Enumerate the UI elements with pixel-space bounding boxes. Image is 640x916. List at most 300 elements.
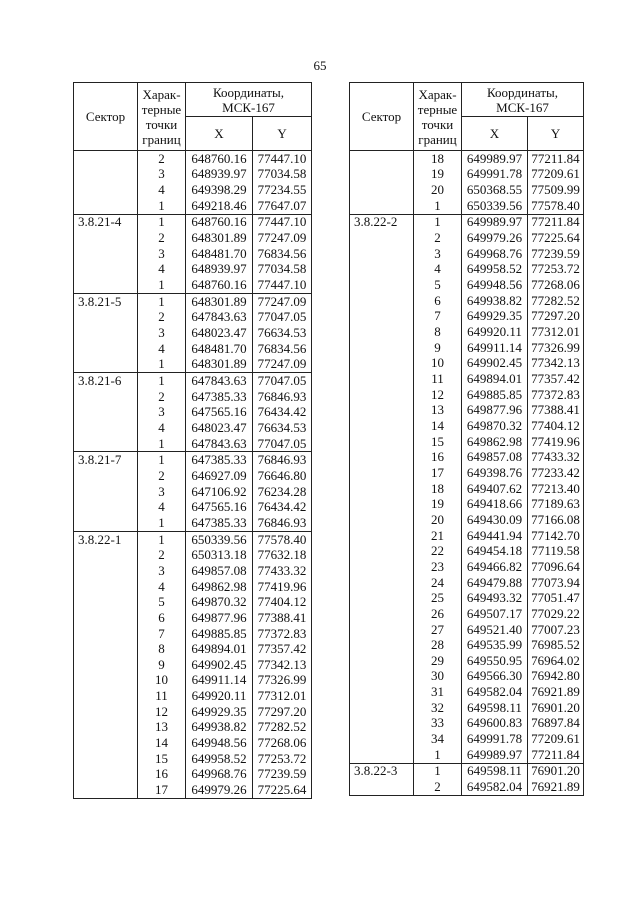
x-cell: 649862.98 (462, 434, 528, 450)
x-cell: 649521.40 (462, 622, 528, 638)
y-cell: 77357.42 (253, 641, 312, 657)
table-row (350, 246, 584, 262)
point-cell: 26 (414, 606, 462, 622)
point-cell: 8 (138, 641, 186, 657)
y-cell: 77282.52 (253, 720, 312, 736)
sector-cell (74, 704, 138, 720)
point-cell: 34 (414, 731, 462, 747)
table-row (74, 151, 312, 167)
point-cell: 1 (138, 436, 186, 452)
sector-cell (74, 325, 138, 341)
sector-cell (350, 198, 414, 214)
header-points-line: терные (417, 101, 458, 117)
point-cell: 3 (138, 484, 186, 500)
table-row (350, 700, 584, 716)
y-cell: 77239.59 (253, 767, 312, 783)
x-cell: 649958.52 (186, 751, 253, 767)
point-cell: 2 (138, 310, 186, 326)
point-cell: 4 (138, 341, 186, 357)
x-cell: 647565.16 (186, 405, 253, 421)
header-points-line: границ (142, 131, 181, 147)
point-cell: 11 (414, 371, 462, 387)
sector-cell (74, 767, 138, 783)
y-cell: 77239.59 (528, 246, 584, 262)
table-row (350, 496, 584, 512)
point-cell: 1 (138, 531, 186, 547)
y-cell: 77404.12 (253, 594, 312, 610)
y-cell: 77007.23 (528, 622, 584, 638)
table-row (74, 688, 312, 704)
x-cell: 649938.82 (186, 720, 253, 736)
y-cell: 77419.96 (253, 579, 312, 595)
point-cell: 19 (414, 496, 462, 512)
table-header (350, 83, 584, 151)
sector-cell (350, 167, 414, 183)
x-cell: 647385.33 (186, 515, 253, 531)
sector-cell (350, 434, 414, 450)
y-cell: 77073.94 (528, 575, 584, 591)
table-row (74, 720, 312, 736)
sector-cell (74, 389, 138, 405)
y-cell: 76434.42 (253, 499, 312, 515)
sector-cell (350, 293, 414, 309)
point-cell: 2 (138, 151, 186, 167)
table-row (74, 610, 312, 626)
x-cell: 648301.89 (186, 293, 253, 309)
point-cell: 1 (138, 357, 186, 373)
sector-cell (350, 418, 414, 434)
x-cell: 649948.56 (462, 277, 528, 293)
header-boundary-points (414, 83, 462, 151)
point-cell: 15 (138, 751, 186, 767)
header-x: X (462, 117, 528, 151)
y-cell: 77312.01 (528, 324, 584, 340)
x-cell: 649958.52 (462, 262, 528, 278)
header-points-line: терные (141, 101, 182, 117)
x-cell: 649857.08 (462, 449, 528, 465)
x-cell: 648481.70 (186, 341, 253, 357)
table-row (350, 747, 584, 763)
y-cell: 77047.05 (253, 310, 312, 326)
point-cell: 16 (138, 767, 186, 783)
table-row (350, 356, 584, 372)
y-cell: 76921.89 (528, 779, 584, 795)
sector-cell (74, 230, 138, 246)
sector-cell (350, 230, 414, 246)
point-cell: 2 (138, 547, 186, 563)
table-row (350, 418, 584, 434)
point-cell: 9 (138, 657, 186, 673)
sector-cell (350, 747, 414, 763)
table-row (74, 626, 312, 642)
table-row (350, 465, 584, 481)
table-row (350, 575, 584, 591)
y-cell: 77282.52 (528, 293, 584, 309)
point-cell: 2 (138, 468, 186, 484)
x-cell: 649885.85 (462, 387, 528, 403)
y-cell: 77253.72 (528, 262, 584, 278)
point-cell: 31 (414, 684, 462, 700)
sector-cell (74, 151, 138, 167)
table-row (74, 262, 312, 278)
x-cell: 649441.94 (462, 528, 528, 544)
sector-cell (350, 356, 414, 372)
point-cell: 17 (414, 465, 462, 481)
sector-cell (74, 246, 138, 262)
x-cell: 649989.97 (462, 214, 528, 230)
table-row (74, 641, 312, 657)
x-cell: 649894.01 (462, 371, 528, 387)
x-cell: 649920.11 (462, 324, 528, 340)
table-row (74, 373, 312, 389)
x-cell: 649454.18 (462, 543, 528, 559)
table-row (74, 357, 312, 373)
point-cell: 12 (138, 704, 186, 720)
point-cell: 3 (138, 167, 186, 183)
point-cell: 29 (414, 653, 462, 669)
y-cell: 77447.10 (253, 151, 312, 167)
x-cell: 649857.08 (186, 563, 253, 579)
point-cell: 30 (414, 669, 462, 685)
table-row (350, 403, 584, 419)
header-sector: Сектор (350, 83, 414, 151)
y-cell: 77268.06 (253, 735, 312, 751)
table-row (350, 606, 584, 622)
table-row (74, 468, 312, 484)
point-cell: 1 (138, 198, 186, 214)
sector-cell (350, 387, 414, 403)
y-cell: 76234.28 (253, 484, 312, 500)
sector-cell (74, 468, 138, 484)
coordinates-table-right (349, 82, 584, 796)
y-cell: 77247.09 (253, 357, 312, 373)
point-cell: 3 (138, 246, 186, 262)
sector-cell (350, 637, 414, 653)
table-row (350, 684, 584, 700)
x-cell: 649398.76 (462, 465, 528, 481)
sector-cell (74, 594, 138, 610)
table-row (350, 214, 584, 230)
sector-cell (350, 779, 414, 795)
x-cell: 649418.66 (462, 496, 528, 512)
x-cell: 649929.35 (186, 704, 253, 720)
table-row (350, 637, 584, 653)
table-row (74, 198, 312, 214)
point-cell: 4 (414, 262, 462, 278)
x-cell: 646927.09 (186, 468, 253, 484)
y-cell: 77342.13 (253, 657, 312, 673)
x-cell: 648939.97 (186, 167, 253, 183)
table-row (74, 293, 312, 309)
x-cell: 648760.16 (186, 277, 253, 293)
sector-cell (74, 563, 138, 579)
sector-cell (350, 669, 414, 685)
table-row (350, 716, 584, 732)
header-coords-line: МСК-167 (222, 99, 275, 115)
y-cell: 77253.72 (253, 751, 312, 767)
table-row (350, 182, 584, 198)
y-cell: 77211.84 (528, 151, 584, 167)
y-cell: 76901.20 (528, 763, 584, 779)
point-cell: 28 (414, 637, 462, 653)
table-row (74, 452, 312, 468)
point-cell: 18 (414, 151, 462, 167)
table-row (350, 151, 584, 167)
sector-cell (350, 606, 414, 622)
y-cell: 77268.06 (528, 277, 584, 293)
sector-cell (74, 673, 138, 689)
table-row (350, 293, 584, 309)
sector-cell (350, 449, 414, 465)
x-cell: 647843.63 (186, 310, 253, 326)
x-cell: 649894.01 (186, 641, 253, 657)
point-cell: 22 (414, 543, 462, 559)
x-cell: 650339.56 (462, 198, 528, 214)
x-cell: 649902.45 (186, 657, 253, 673)
sector-cell: 3.8.21-4 (74, 214, 138, 230)
sector-cell (74, 547, 138, 563)
header-points-line: Харак- (418, 86, 457, 102)
table-row (74, 594, 312, 610)
sector-cell (350, 403, 414, 419)
y-cell: 77326.99 (528, 340, 584, 356)
header-coordinates (462, 83, 584, 117)
x-cell: 647385.33 (186, 452, 253, 468)
point-cell: 32 (414, 700, 462, 716)
table-row (350, 731, 584, 747)
y-cell: 77632.18 (253, 547, 312, 563)
sector-cell (350, 653, 414, 669)
y-cell: 77225.64 (528, 230, 584, 246)
x-cell: 649877.96 (186, 610, 253, 626)
x-cell: 649979.26 (186, 782, 253, 798)
table-row (74, 531, 312, 547)
table-row (74, 246, 312, 262)
point-cell: 14 (138, 735, 186, 751)
point-cell: 19 (414, 167, 462, 183)
x-cell: 649430.09 (462, 512, 528, 528)
point-cell: 33 (414, 716, 462, 732)
coordinates-table-left (73, 82, 312, 799)
y-cell: 76897.84 (528, 716, 584, 732)
y-cell: 76834.56 (253, 246, 312, 262)
y-cell: 77326.99 (253, 673, 312, 689)
point-cell: 3 (414, 246, 462, 262)
table-row (350, 622, 584, 638)
table-row (74, 751, 312, 767)
y-cell: 76964.02 (528, 653, 584, 669)
table-header (74, 83, 312, 151)
y-cell: 77225.64 (253, 782, 312, 798)
point-cell: 13 (414, 403, 462, 419)
x-cell: 648023.47 (186, 325, 253, 341)
x-cell: 650368.55 (462, 182, 528, 198)
y-cell: 77297.20 (528, 309, 584, 325)
y-cell: 76634.53 (253, 325, 312, 341)
sector-cell (74, 657, 138, 673)
sector-cell (350, 496, 414, 512)
sector-cell: 3.8.21-5 (74, 293, 138, 309)
page-number: 65 (313, 58, 327, 73)
x-cell: 649582.04 (462, 684, 528, 700)
table-row (74, 735, 312, 751)
y-cell: 77578.40 (528, 198, 584, 214)
y-cell: 77357.42 (528, 371, 584, 387)
point-cell: 2 (138, 389, 186, 405)
x-cell: 649902.45 (462, 356, 528, 372)
sector-cell (74, 782, 138, 798)
y-cell: 76921.89 (528, 684, 584, 700)
header-boundary-points (138, 83, 186, 151)
sector-cell (74, 262, 138, 278)
table-row (74, 579, 312, 595)
y-cell: 77029.22 (528, 606, 584, 622)
y-cell: 77247.09 (253, 230, 312, 246)
y-cell: 77211.84 (528, 747, 584, 763)
point-cell: 1 (138, 293, 186, 309)
table-row (350, 653, 584, 669)
x-cell: 648760.16 (186, 214, 253, 230)
point-cell: 1 (138, 373, 186, 389)
point-cell: 7 (414, 309, 462, 325)
sector-cell: 3.8.22-1 (74, 531, 138, 547)
y-cell: 76846.93 (253, 389, 312, 405)
y-cell: 77509.99 (528, 182, 584, 198)
point-cell: 24 (414, 575, 462, 591)
y-cell: 77447.10 (253, 277, 312, 293)
x-cell: 648301.89 (186, 357, 253, 373)
y-cell: 76646.80 (253, 468, 312, 484)
x-cell: 649535.99 (462, 637, 528, 653)
sector-cell (74, 610, 138, 626)
table-row (74, 704, 312, 720)
sector-cell (74, 182, 138, 198)
header-points-line: точки (421, 116, 454, 132)
sector-cell (350, 716, 414, 732)
sector-cell: 3.8.21-7 (74, 452, 138, 468)
x-cell: 649550.95 (462, 653, 528, 669)
sector-cell (350, 182, 414, 198)
point-cell: 1 (414, 214, 462, 230)
table-row (350, 262, 584, 278)
y-cell: 77578.40 (253, 531, 312, 547)
table-body (74, 151, 312, 799)
table-row (350, 277, 584, 293)
point-cell: 27 (414, 622, 462, 638)
sector-cell (350, 575, 414, 591)
table-row (350, 481, 584, 497)
sector-cell (350, 622, 414, 638)
table-row (74, 767, 312, 783)
table-row (74, 325, 312, 341)
x-cell: 649968.76 (186, 767, 253, 783)
header-coordinates (186, 83, 312, 117)
point-cell: 15 (414, 434, 462, 450)
sector-cell (74, 436, 138, 452)
x-cell: 650313.18 (186, 547, 253, 563)
y-cell: 77447.10 (253, 214, 312, 230)
x-cell: 649493.32 (462, 590, 528, 606)
point-cell: 4 (138, 262, 186, 278)
point-cell: 5 (138, 594, 186, 610)
table-row (74, 484, 312, 500)
y-cell: 77209.61 (528, 167, 584, 183)
point-cell: 4 (138, 499, 186, 515)
point-cell: 1 (138, 214, 186, 230)
point-cell: 18 (414, 481, 462, 497)
table-row (74, 782, 312, 798)
table-row (350, 309, 584, 325)
sector-cell (74, 720, 138, 736)
sector-cell (350, 465, 414, 481)
x-cell: 647385.33 (186, 389, 253, 405)
x-cell: 649600.83 (462, 716, 528, 732)
x-cell: 649870.32 (186, 594, 253, 610)
point-cell: 6 (414, 293, 462, 309)
x-cell: 648301.89 (186, 230, 253, 246)
y-cell: 77209.61 (528, 731, 584, 747)
x-cell: 648481.70 (186, 246, 253, 262)
y-cell: 77388.41 (528, 403, 584, 419)
sector-cell (74, 688, 138, 704)
sector-cell (74, 579, 138, 595)
y-cell: 77051.47 (528, 590, 584, 606)
table-row (74, 182, 312, 198)
sector-cell: 3.8.21-6 (74, 373, 138, 389)
sector-cell (350, 340, 414, 356)
y-cell: 77166.08 (528, 512, 584, 528)
sector-cell (74, 405, 138, 421)
x-cell: 649507.17 (462, 606, 528, 622)
sector-cell (350, 590, 414, 606)
y-cell: 77388.41 (253, 610, 312, 626)
y-cell: 77034.58 (253, 262, 312, 278)
table-row (350, 324, 584, 340)
y-cell: 77312.01 (253, 688, 312, 704)
y-cell: 76634.53 (253, 420, 312, 436)
y-cell: 77247.09 (253, 293, 312, 309)
table-row (74, 214, 312, 230)
sector-cell: 3.8.22-2 (350, 214, 414, 230)
sector-cell (350, 324, 414, 340)
table-row (74, 547, 312, 563)
point-cell: 17 (138, 782, 186, 798)
x-cell: 650339.56 (186, 531, 253, 547)
point-cell: 10 (414, 356, 462, 372)
x-cell: 649870.32 (462, 418, 528, 434)
header-points-line: Харак- (142, 86, 181, 102)
sector-cell (350, 731, 414, 747)
x-cell: 647565.16 (186, 499, 253, 515)
point-cell: 16 (414, 449, 462, 465)
x-cell: 649911.14 (186, 673, 253, 689)
header-coords-line: МСК-167 (496, 99, 549, 115)
y-cell: 77433.32 (253, 563, 312, 579)
table-row (74, 499, 312, 515)
y-cell: 77047.05 (253, 373, 312, 389)
y-cell: 77211.84 (528, 214, 584, 230)
x-cell: 649407.62 (462, 481, 528, 497)
x-cell: 649948.56 (186, 735, 253, 751)
y-cell: 77142.70 (528, 528, 584, 544)
point-cell: 1 (138, 452, 186, 468)
y-cell: 77189.63 (528, 496, 584, 512)
sector-cell (74, 735, 138, 751)
table-row (350, 167, 584, 183)
table-row (350, 387, 584, 403)
point-cell: 6 (138, 610, 186, 626)
table-row (350, 230, 584, 246)
